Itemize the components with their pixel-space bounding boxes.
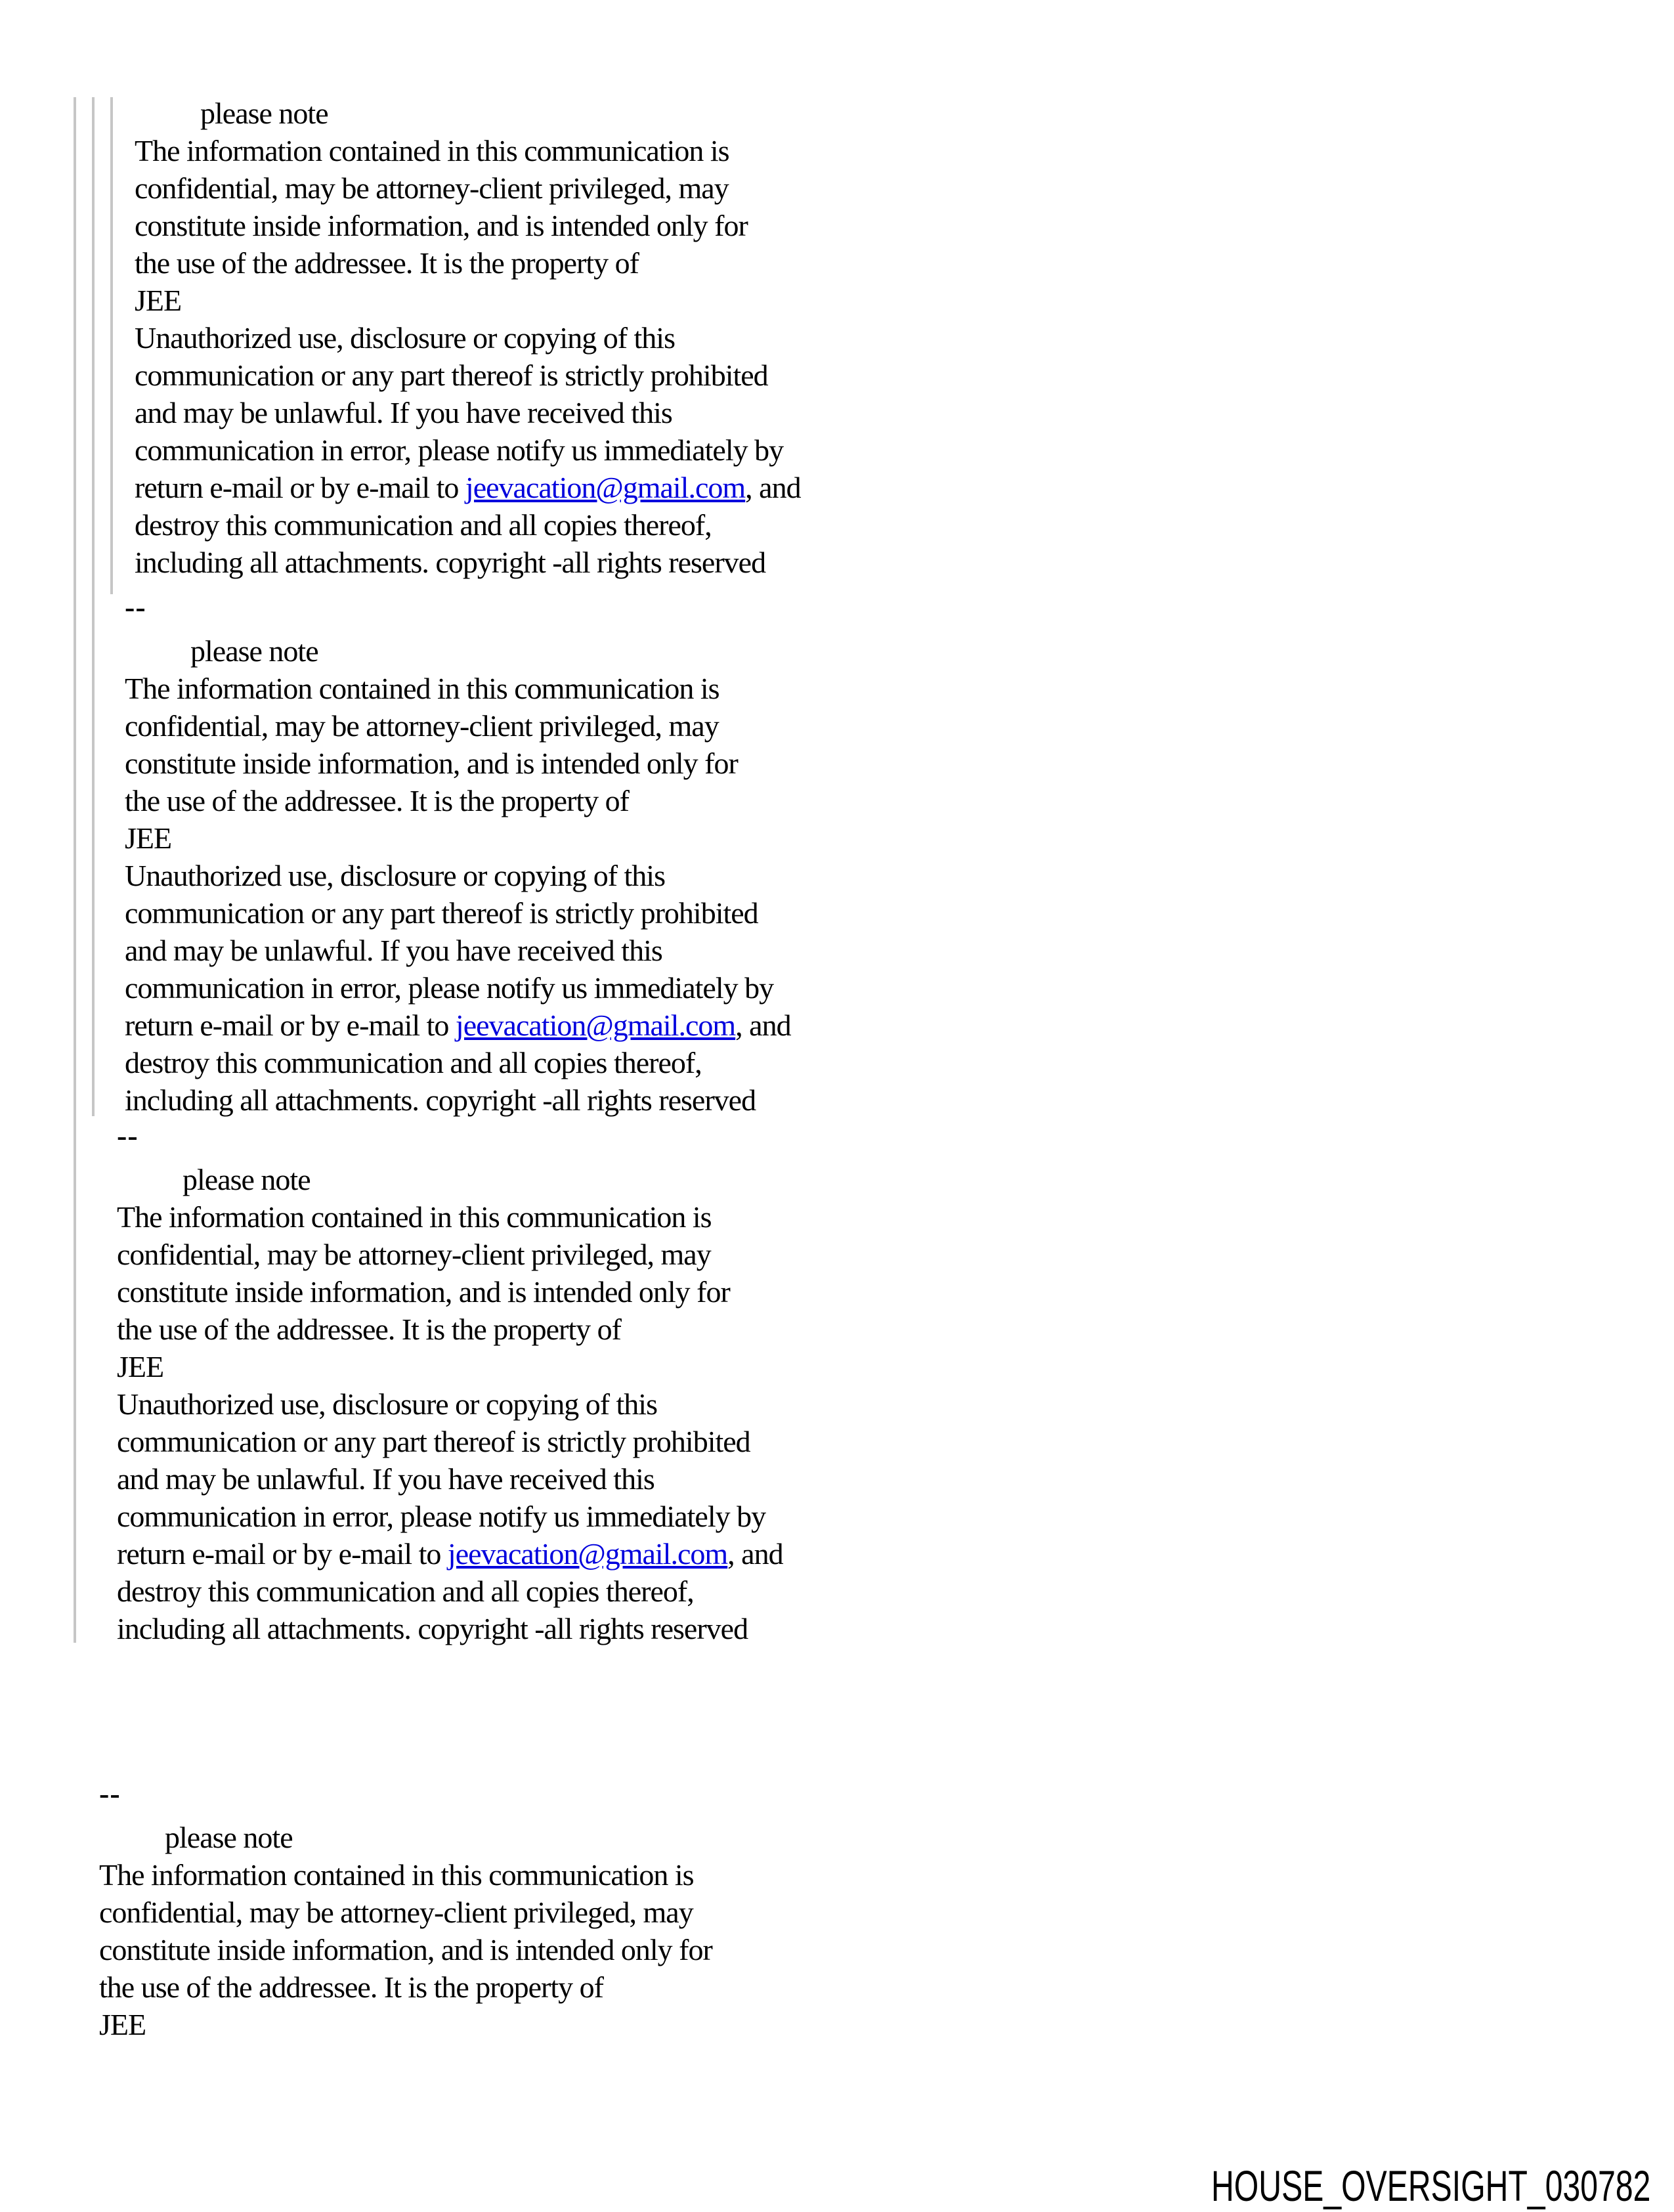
disclaimer-line: communication in error, please notify us immediately by [135,433,784,467]
disclaimer-line: confidential, may be attorney-client privileged, may [125,709,719,743]
disclaimer-line: constitute inside information, and is intended only for [125,747,738,780]
disclaimer-line: destroy this communication and all copies thereof, [117,1574,694,1608]
email-line-prefix: return e-mail or by e-mail to [117,1537,448,1571]
disclaimer-line: The information contained in this communication is [99,1858,694,1892]
disclaimer-line: and may be unlawful. If you have received this [117,1462,655,1496]
note-line: please note [165,1821,293,1854]
disclaimer-line: Unauthorized use, disclosure or copying of this [125,859,665,892]
disclaimer-block-2 [125,588,791,1119]
disclaimer-line: destroy this communication and all copies thereof, [135,508,712,542]
disclaimer-line: JEE [135,284,182,317]
disclaimer-line: constitute inside information, and is intended only for [99,1933,712,1966]
quote-bar-level-1 [74,97,76,1643]
email-line [135,469,801,506]
disclaimer-line: the use of the addressee. It is the property of [135,246,639,280]
disclaimer-line: constitute inside information, and is intended only for [135,209,748,242]
email-line-suffix: , and [727,1537,783,1571]
quote-separator: -- [117,1119,139,1152]
disclaimer-line: confidential, may be attorney-client privileged, may [117,1238,711,1271]
email-link[interactable]: jeevacation@gmail.com [455,1008,736,1042]
disclaimer-line: the use of the addressee. It is the property of [117,1312,621,1346]
quote-separator: -- [125,590,146,624]
footer-bates-id: HOUSE_OVERSIGHT_030782 [1211,2161,1651,2210]
disclaimer-line: JEE [117,1350,164,1383]
disclaimer-block-4 [99,1775,712,2043]
disclaimer-line: communication or any part thereof is strictly prohibited [117,1425,750,1458]
disclaimer-block-1 [135,95,801,581]
disclaimer-line: JEE [125,821,172,855]
email-line [117,1535,783,1572]
disclaimer-line: including all attachments. copyright -all rights reserved [125,1083,756,1117]
email-link[interactable]: jeevacation@gmail.com [447,1537,728,1571]
disclaimer-line: confidential, may be attorney-client privileged, may [99,1896,693,1929]
disclaimer-line: including all attachments. copyright -all rights reserved [117,1612,748,1645]
disclaimer-line: including all attachments. copyright -all rights reserved [135,546,766,579]
disclaimer-line: The information contained in this communication is [117,1200,712,1234]
note-line: please note [200,97,328,130]
quote-bar-level-2 [92,97,95,1116]
disclaimer-line: and may be unlawful. If you have received this [125,934,662,967]
disclaimer-line: constitute inside information, and is intended only for [117,1275,730,1309]
disclaimer-line: communication in error, please notify us immediately by [117,1500,766,1533]
disclaimer-line: the use of the addressee. It is the property of [125,784,629,817]
disclaimer-line: confidential, may be attorney-client privileged, may [135,171,729,205]
note-line: please note [190,634,318,668]
note-line: please note [182,1163,311,1196]
email-line-suffix: , and [745,471,801,504]
quote-bar-level-3 [110,97,113,594]
disclaimer-line: The information contained in this communication is [135,134,729,167]
disclaimer-line: communication in error, please notify us immediately by [125,971,774,1005]
email-line [125,1007,791,1044]
disclaimer-line: the use of the addressee. It is the property of [99,1970,603,2004]
email-link[interactable]: jeevacation@gmail.com [465,471,746,504]
quote-separator: -- [99,1777,121,1810]
disclaimer-line: The information contained in this communication is [125,672,719,705]
email-line-prefix: return e-mail or by e-mail to [125,1008,456,1042]
disclaimer-line: Unauthorized use, disclosure or copying of this [117,1387,657,1421]
disclaimer-line: communication or any part thereof is strictly prohibited [135,358,768,392]
disclaimer-block-3 [117,1117,783,1647]
disclaimer-line: and may be unlawful. If you have received this [135,396,672,429]
email-line-suffix: , and [735,1008,791,1042]
disclaimer-line: communication or any part thereof is strictly prohibited [125,896,758,930]
disclaimer-line: Unauthorized use, disclosure or copying of this [135,321,675,355]
disclaimer-line: destroy this communication and all copies thereof, [125,1046,702,1079]
email-line-prefix: return e-mail or by e-mail to [135,471,465,504]
disclaimer-line: JEE [99,2008,146,2041]
